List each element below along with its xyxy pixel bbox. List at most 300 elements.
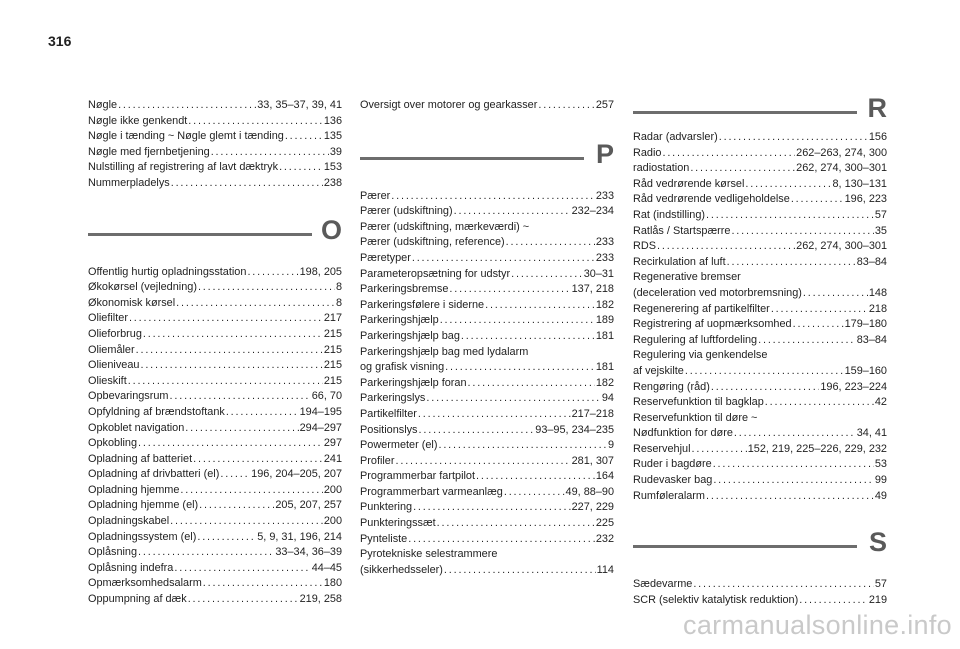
page-reference: 262, 274, 300–301 (796, 162, 887, 175)
index-entry (633, 442, 887, 458)
page-reference: 227, 229 (571, 501, 614, 514)
index-term: Reservehjul (633, 442, 691, 455)
index-entry (360, 204, 614, 220)
dot-leader (445, 360, 595, 376)
page-reference: 181 (595, 329, 614, 342)
dot-leader (413, 500, 571, 516)
page-reference: 297 (323, 437, 342, 450)
page-reference: 232 (595, 532, 614, 545)
section-letter: O (320, 214, 342, 245)
index-entry (633, 426, 887, 442)
dot-leader (220, 467, 250, 483)
dot-leader (765, 395, 874, 411)
dot-leader (511, 267, 583, 283)
dot-leader (408, 532, 595, 548)
index-term: Recirkulation af luft (633, 255, 726, 268)
index-term: Powermeter (el) (360, 439, 438, 452)
dot-leader (138, 545, 274, 561)
index-entry (633, 146, 887, 162)
dot-leader (197, 530, 256, 546)
page-reference: 83–84 (856, 255, 887, 268)
dot-leader (476, 469, 595, 485)
index-term: og grafisk visning (360, 361, 445, 374)
index-entry (88, 545, 342, 561)
page-reference: 8 (335, 296, 342, 309)
dot-leader (188, 114, 323, 130)
index-entry (360, 500, 614, 516)
index-term: Opkobling (88, 437, 138, 450)
page-number: 316 (48, 33, 72, 49)
dot-leader (391, 189, 595, 205)
page-reference: 205, 207, 257 (275, 499, 342, 512)
index-term: Parkeringsfølere i siderne (360, 298, 485, 311)
page-reference: 180 (323, 577, 342, 590)
dot-leader (193, 452, 323, 468)
page-reference: 241 (323, 452, 342, 465)
section-rule (360, 157, 584, 160)
index-entry (360, 313, 614, 329)
index-entry (633, 302, 887, 318)
page-reference: 148 (868, 286, 887, 299)
page-reference: 30–31 (583, 267, 614, 280)
dot-leader (438, 438, 606, 454)
dot-leader (440, 313, 595, 329)
index-entry (360, 485, 614, 501)
dot-leader (226, 405, 299, 421)
index-entry (88, 327, 342, 343)
dot-leader (690, 161, 795, 177)
index-term: Positionslys (360, 423, 418, 436)
index-entry (633, 489, 887, 505)
dot-leader (706, 208, 874, 224)
page-reference: 137, 218 (571, 283, 614, 296)
index-term: Sædevarme (633, 578, 693, 590)
index-entry (88, 576, 342, 592)
index-term: Rat (indstilling) (633, 208, 706, 221)
page-reference: 152, 219, 225–226, 229, 232 (747, 442, 887, 455)
index-entry (633, 364, 887, 380)
index-entry (633, 473, 887, 489)
index-entry (88, 592, 342, 608)
index-term: Punktering (360, 501, 413, 514)
dot-leader (176, 296, 335, 312)
dot-leader (170, 389, 311, 405)
index-entry (633, 577, 887, 593)
section-header-p (360, 137, 614, 181)
page-reference: 99 (874, 474, 887, 487)
index-entry (360, 360, 614, 376)
index-term: Olieniveau (88, 359, 140, 372)
index-list-n (88, 98, 342, 192)
index-entry (88, 160, 342, 176)
dot-leader (211, 145, 329, 161)
index-term: Opmærksomhedsalarm (88, 577, 202, 590)
index-entry (88, 114, 342, 130)
page-reference: 164 (595, 470, 614, 483)
index-term: Punkteringssæt (360, 517, 436, 530)
index-entry (88, 452, 342, 468)
dot-leader (485, 298, 595, 314)
page-reference: 35 (874, 224, 887, 237)
dot-leader (711, 380, 820, 396)
dot-leader (170, 514, 323, 530)
index-term: Oplåsning indefra (88, 561, 174, 574)
dot-leader (418, 407, 571, 423)
index-term: Nulstilling af registrering af lavt dæktryk (88, 161, 279, 174)
index-entry (360, 532, 614, 548)
index-term: Opbevaringsrum (88, 390, 169, 403)
index-entry (360, 298, 614, 314)
index-entry (633, 457, 887, 473)
dot-leader (793, 317, 844, 333)
index-term: Nummerpladelys (88, 176, 170, 189)
dot-leader (188, 592, 299, 608)
dot-leader (412, 251, 595, 267)
index-term: Parkeringshjælp (360, 314, 439, 327)
index-entry (88, 421, 342, 437)
index-entry (88, 176, 342, 192)
index-entry (88, 389, 342, 405)
dot-leader (419, 423, 535, 439)
index-entry (88, 311, 342, 327)
index-term: Parkeringshjælp bag (360, 329, 460, 342)
index-entry-continued: Reservefunktion til døre ~ (633, 411, 758, 424)
index-entry (88, 129, 342, 145)
dot-leader (791, 192, 844, 208)
index-entry (360, 376, 614, 392)
index-term: RDS (633, 240, 656, 253)
dot-leader (444, 563, 596, 579)
index-term: Oliefilter (88, 312, 128, 325)
section-rule (633, 111, 857, 114)
page-reference: 232–234 (571, 205, 614, 218)
page-reference: 33–34, 36–39 (275, 546, 342, 559)
dot-leader (128, 374, 323, 390)
page-reference: 156 (868, 131, 887, 143)
index-entry (88, 280, 342, 296)
page-reference: 225 (595, 517, 614, 530)
index-entry-continued: Regulering via genkendelse (633, 349, 768, 362)
dot-leader (279, 160, 323, 176)
page-reference: 9 (607, 439, 614, 452)
index-term: Opladning hjemme (el) (88, 499, 199, 512)
page-reference: 219, 258 (299, 593, 342, 606)
page-reference: 49 (874, 489, 887, 502)
dot-leader (538, 98, 594, 114)
dot-leader (118, 98, 256, 114)
index-entry (88, 374, 342, 390)
index-entry (88, 343, 342, 359)
dot-leader (180, 483, 322, 499)
index-entry (88, 530, 342, 546)
page-reference: 196, 204–205, 207 (251, 468, 342, 481)
dot-leader (719, 130, 868, 146)
dot-leader (662, 146, 795, 162)
index-list-s (633, 577, 887, 608)
index-entry (633, 208, 887, 224)
page-reference: 233 (595, 189, 614, 202)
dot-leader (198, 280, 335, 296)
index-entry (360, 423, 614, 439)
section-letter: R (867, 93, 887, 123)
index-entry (633, 192, 887, 208)
index-term: (sikkerhedsseler) (360, 563, 443, 576)
page-reference: 217–218 (571, 407, 614, 420)
page-reference: 94 (601, 392, 614, 405)
index-entry (88, 561, 342, 577)
index-entry (633, 255, 887, 271)
index-term: Reservefunktion til bagklap (633, 396, 764, 409)
index-term: Parkeringslys (360, 392, 426, 405)
page-reference: 215 (323, 327, 342, 340)
index-term: Opladningskabel (88, 515, 170, 528)
section-letter: S (868, 527, 887, 557)
index-entry (360, 189, 614, 205)
dot-leader (799, 593, 868, 609)
index-term: Regenerering af partikelfilter (633, 302, 770, 315)
dot-leader (203, 576, 323, 592)
section-header-s (633, 525, 887, 569)
page-reference: 196, 223–224 (820, 380, 887, 393)
watermark: carmanualsonline.info (683, 610, 952, 640)
page-reference: 233 (595, 251, 614, 264)
index-term: Nøgle med fjernbetjening (88, 145, 210, 158)
page-reference: 39 (329, 145, 342, 158)
dot-leader (803, 286, 868, 302)
index-entry (88, 436, 342, 452)
index-term: Pærer (360, 189, 391, 202)
dot-leader (454, 204, 571, 220)
index-term: Råd vedrørende kørsel (633, 177, 745, 190)
index-entry (633, 380, 887, 396)
page-reference: 181 (595, 361, 614, 374)
dot-leader (247, 265, 298, 281)
dot-leader (396, 454, 571, 470)
index-term: Økonomisk kørsel (88, 296, 176, 309)
index-entry (360, 282, 614, 298)
index-term: Oppumpning af dæk (88, 593, 187, 606)
dot-leader (174, 561, 310, 577)
page-reference: 200 (323, 483, 342, 496)
dot-leader (468, 376, 595, 392)
index-entry (633, 177, 887, 193)
page-reference: 53 (874, 458, 887, 471)
section-header-o (88, 213, 342, 257)
index-entry (360, 391, 614, 407)
index-entry (88, 358, 342, 374)
index-term: Råd vedrørende vedligeholdelse (633, 193, 790, 206)
dot-leader (504, 485, 565, 501)
section-s (633, 525, 887, 608)
page-reference: 179–180 (844, 318, 887, 331)
page-reference: 262, 274, 300–301 (796, 240, 887, 253)
dot-leader (136, 343, 323, 359)
index-term: Olieforbrug (88, 327, 142, 340)
index-term: Rumføleralarm (633, 489, 706, 502)
index-entry (88, 498, 342, 514)
index-entry (360, 469, 614, 485)
index-column-1 (88, 98, 342, 608)
page-reference: 233 (595, 236, 614, 249)
index-list-r (633, 130, 887, 504)
index-list-o (88, 265, 342, 608)
page-reference: 49, 88–90 (565, 485, 614, 498)
index-term: Radar (advarsler) (633, 131, 718, 143)
index-term: Pynteliste (360, 532, 408, 545)
page-reference: 218 (868, 302, 887, 315)
dot-leader (437, 516, 595, 532)
index-term: Programmerbart varmeanlæg (360, 485, 503, 498)
page-reference: 42 (874, 396, 887, 409)
index-term: Pærer (udskiftning, reference) (360, 236, 505, 249)
index-entry (88, 265, 342, 281)
page-reference: 257 (595, 99, 614, 111)
index-term: Opladning af drivbatteri (el) (88, 468, 220, 481)
dot-leader (129, 311, 323, 327)
index-entry (360, 516, 614, 532)
page-reference: 219 (868, 593, 887, 606)
index-term: Pærer (udskiftning) (360, 205, 453, 218)
dot-leader (140, 358, 322, 374)
dot-leader (745, 177, 831, 193)
page-reference: 238 (323, 176, 342, 189)
index-entry (360, 563, 614, 579)
page-reference: 215 (323, 374, 342, 387)
dot-leader (731, 224, 873, 240)
dot-leader (143, 327, 323, 343)
page-reference: 57 (874, 578, 887, 590)
index-entry (633, 333, 887, 349)
dot-leader (657, 239, 795, 255)
index-term: Radio (633, 146, 662, 159)
dot-leader (713, 473, 874, 489)
page-reference: 8 (335, 281, 342, 294)
index-entry-continued: Pærer (udskiftning, mærkeværdi) ~ (360, 220, 530, 233)
index-term: (deceleration ved motorbremsning) (633, 286, 802, 299)
index-term: Regulering af luftfordeling (633, 333, 758, 346)
page-reference: 136 (323, 114, 342, 127)
index-term: Opladning hjemme (88, 483, 180, 496)
index-term: Offentlig hurtig opladningsstation (88, 265, 247, 278)
index-entry (88, 467, 342, 483)
index-entry (633, 161, 887, 177)
index-term: Oliemåler (88, 343, 135, 356)
dot-leader (685, 364, 844, 380)
dot-leader (692, 442, 747, 458)
page-reference: 196, 223 (844, 193, 887, 206)
page-reference: 57 (874, 208, 887, 221)
index-term: Programmerbar fartpilot (360, 470, 475, 483)
page-reference: 44–45 (311, 561, 342, 574)
index-list-p (360, 189, 614, 579)
index-entry-continued: Parkeringshjælp bag med lydalarm (360, 345, 529, 358)
index-term: af vejskilte (633, 364, 684, 377)
index-term: Økokørsel (vejledning) (88, 281, 197, 294)
index-term: Ruder i bagdøre (633, 458, 712, 471)
index-entry (88, 98, 342, 114)
index-entry (88, 514, 342, 530)
index-term: Pæretyper (360, 251, 411, 264)
index-term: Opkoblet navigation (88, 421, 185, 434)
index-term: SCR (selektiv katalytisk reduktion) (633, 593, 799, 606)
index-term: Oversigt over motorer og gearkasser (360, 99, 538, 111)
index-entry (88, 296, 342, 312)
dot-leader (706, 489, 874, 505)
dot-leader (727, 255, 856, 271)
page-reference: 182 (595, 376, 614, 389)
page-reference: 153 (323, 161, 342, 174)
index-term: Oplåsning (88, 546, 138, 559)
index-entry (633, 286, 887, 302)
index-term: Rudevasker bag (633, 474, 713, 487)
index-term: radiostation (633, 162, 690, 175)
index-entry (360, 329, 614, 345)
index-term: Nøgle ikke genkendt (88, 114, 188, 127)
page-reference: 189 (595, 314, 614, 327)
index-entry-continued: Pyrotekniske selestrammere (360, 548, 498, 561)
page-reference: 5, 9, 31, 196, 214 (257, 530, 342, 543)
page-reference: 262–263, 274, 300 (796, 146, 887, 159)
index-term: Parkeringsbremse (360, 283, 449, 296)
page-reference: 33, 35–37, 39, 41 (257, 99, 342, 111)
dot-leader (285, 129, 323, 145)
index-list-o-continued (360, 98, 614, 114)
index-entry (360, 235, 614, 251)
dot-leader (426, 391, 601, 407)
page-reference: 135 (323, 130, 342, 143)
index-term: Registrering af uopmærksomhed (633, 318, 792, 331)
dot-leader (449, 282, 570, 298)
page-reference: 8, 130–131 (832, 177, 887, 190)
dot-leader (171, 176, 323, 192)
index-entry (360, 438, 614, 454)
dot-leader (713, 457, 874, 473)
page-reference: 83–84 (856, 333, 887, 346)
index-term: Profiler (360, 454, 395, 467)
index-entry (360, 407, 614, 423)
index-entry (633, 317, 887, 333)
index-entry (88, 145, 342, 161)
index-term: Nøgle i tænding ~ Nøgle glemt i tænding (88, 130, 284, 143)
index-entry (633, 130, 887, 146)
dot-leader (185, 421, 298, 437)
index-term: Rengøring (råd) (633, 380, 710, 393)
page-reference: 93–95, 234–235 (535, 423, 614, 436)
index-entry (633, 593, 887, 609)
index-entry-continued: Regenerative bremser (633, 271, 741, 284)
dot-leader (771, 302, 868, 318)
page-reference: 114 (596, 563, 614, 576)
page-reference: 194–195 (299, 405, 342, 418)
page-reference: 159–160 (844, 364, 887, 377)
dot-leader (506, 235, 595, 251)
index-entry (88, 405, 342, 421)
index-term: Partikelfilter (360, 407, 417, 420)
index-term: Ratlås / Startspærre (633, 224, 731, 237)
section-header-r (633, 91, 887, 135)
index-entry (360, 267, 614, 283)
dot-leader (199, 498, 274, 514)
index-term: Opladningssystem (el) (88, 530, 197, 543)
index-column-2 (360, 98, 614, 578)
page-reference: 217 (323, 312, 342, 325)
section-rule (633, 545, 857, 548)
page-reference: 215 (323, 359, 342, 372)
page-reference: 66, 70 (311, 390, 342, 403)
index-term: Parameteropsætning for udstyr (360, 267, 511, 280)
index-entry (360, 454, 614, 470)
index-entry (360, 251, 614, 267)
